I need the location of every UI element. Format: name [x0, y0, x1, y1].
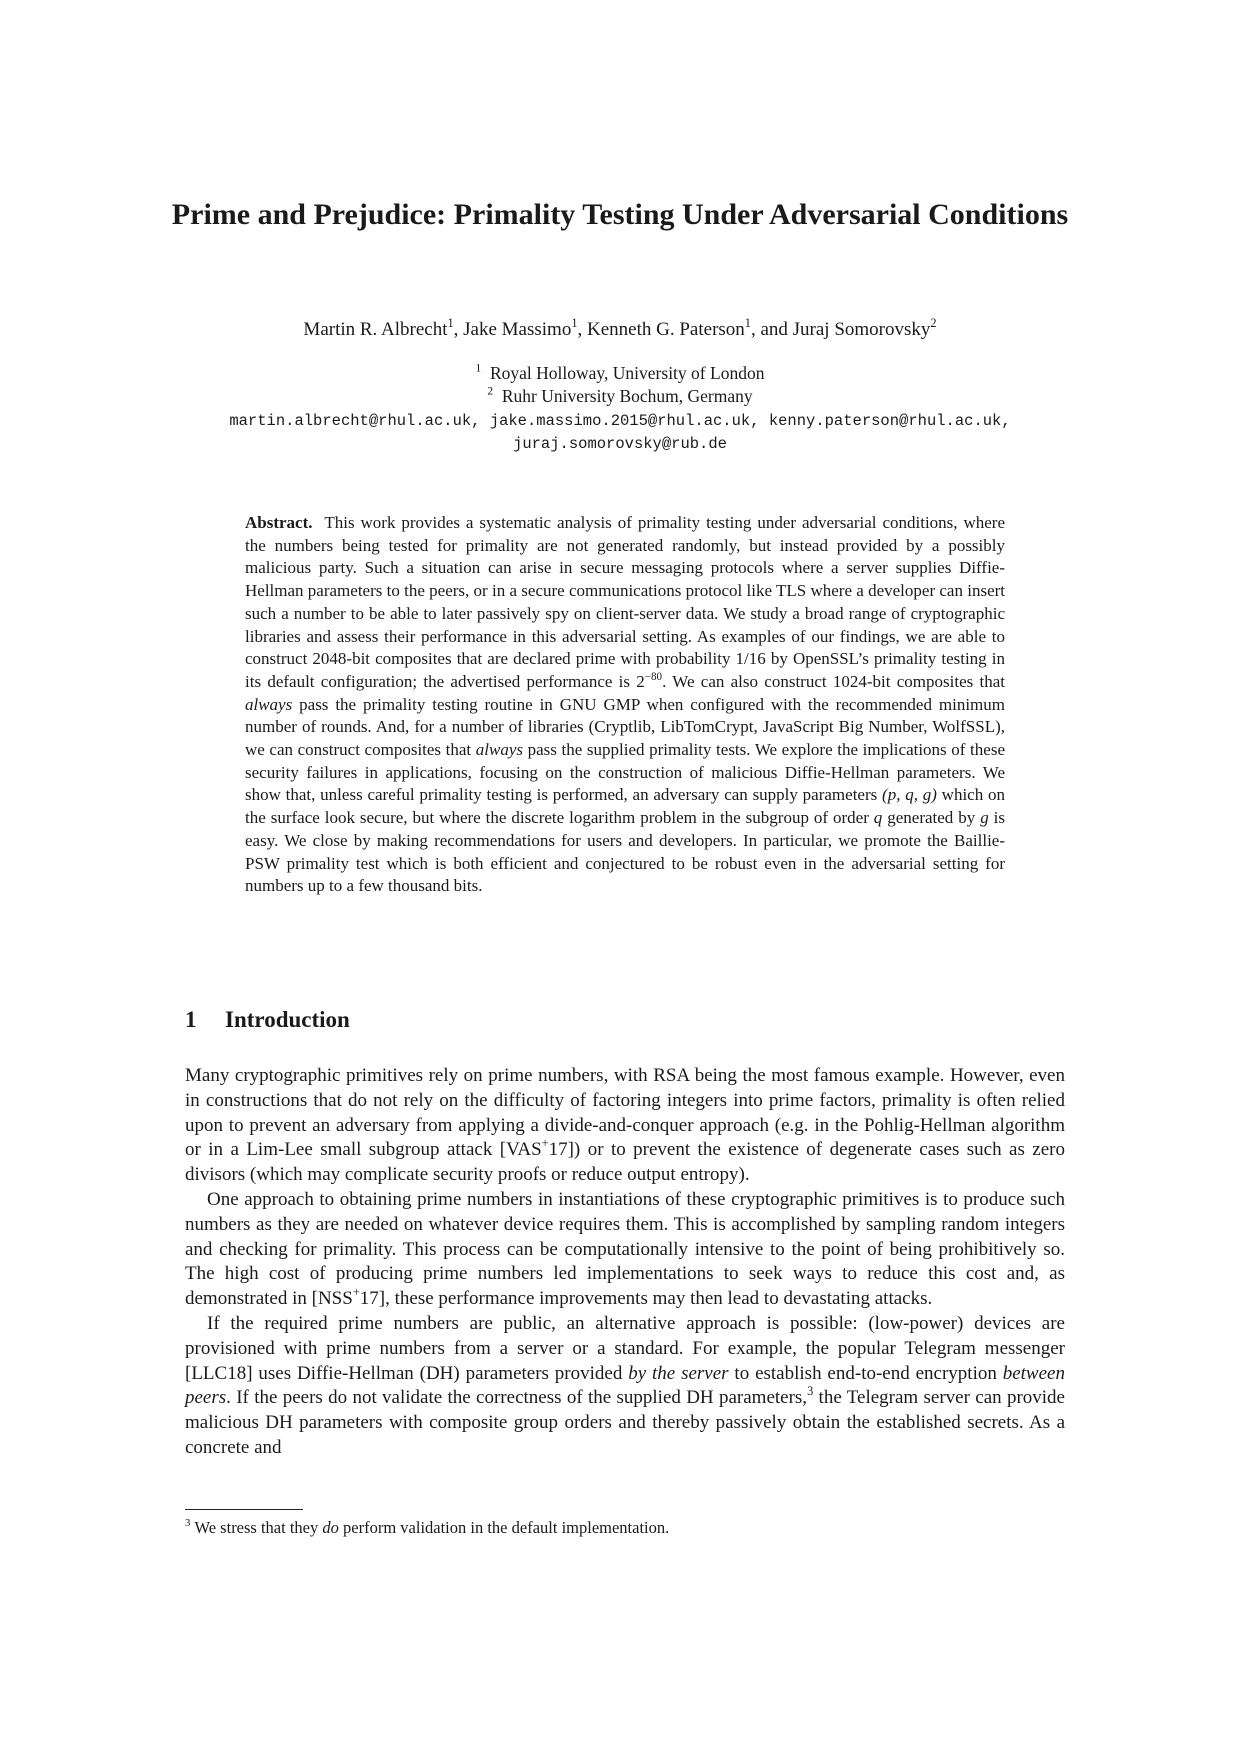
abstract-math: q: [873, 808, 883, 828]
section-title: Introduction: [225, 1007, 350, 1032]
abstract-emphasis: always: [245, 694, 293, 714]
footnote-rule: [185, 1509, 303, 1510]
author-affiliation-mark: 2: [930, 315, 937, 330]
abstract-label: Abstract.: [245, 513, 313, 532]
author-separator: ,: [577, 319, 588, 340]
body-paragraph: [185, 1064, 1065, 1188]
abstract-text: pass the primality testing routine in GNU GMP when configured with the recommended minimum number of rounds. And, for a number of libraries (Cryptlib, LibTomCrypt, JavaScript Big Number, WolfSSL), we can construct composites that: [245, 694, 1005, 760]
affiliation: [150, 385, 1090, 408]
body-text-run: Many cryptographic primitives rely on prime numbers, with RSA being the most famous example. However, even in constructions that do not rely on the difficulty of factoring integers into prime factors, primality is often relied upon to prevent an adversary from applying a divide-and-conquer approach (e.g. in the Pohlig-Hellman algorithm or in a Lim-Lee small subgroup attack [VAS: [185, 1065, 1065, 1161]
section-heading: [185, 1005, 350, 1035]
affiliation-text: Ruhr University Bochum, Germany: [501, 386, 753, 406]
abstract-math: (p, q, g): [882, 785, 937, 805]
citation-superscript: +: [352, 1285, 360, 1300]
footnote-text: perform validation in the default implementation.: [338, 1518, 670, 1537]
author-affiliation-mark: 1: [744, 315, 751, 330]
author-affiliation-mark: 1: [447, 315, 454, 330]
author-separator: ,: [453, 319, 464, 340]
author-name: Juraj Somorovsky: [792, 319, 931, 340]
affiliation-number: 1: [475, 362, 482, 375]
abstract-text: which on the surface look secure, but where the discrete logarithm problem in the subgroup of order: [245, 785, 1005, 828]
author-list: [150, 315, 1090, 342]
body-text-run: the Telegram server can provide malicious DH parameters with composite group orders and thereby passively obtain the established secrets. As a concrete and: [185, 1387, 1065, 1458]
abstract: [245, 512, 1005, 898]
body-text-run: If the required prime numbers are public, an alternative approach is possible: (low-power) devices are provisioned with prime numbers from a server or a standard. For example, the popular Telegram messenger [LLC18] uses Diffie-Hellman (DH) parameters provided: [185, 1312, 1065, 1384]
affiliation-text: Royal Holloway, University of London: [489, 363, 765, 383]
section-number: 1: [185, 1007, 197, 1032]
body-text-run: to establish end-to-end encryption: [728, 1362, 1003, 1384]
footnote-marker: 3: [807, 1384, 814, 1399]
author-name: Martin R. Albrecht: [303, 319, 448, 340]
abstract-text: is easy. We close by making recommendations for users and developers. In particular, we promote the Baillie-PSW primality test which is both efficient and conjectured to be robust even in the adversarial setting for numbers up to a few thousand bits.: [245, 808, 1005, 896]
email-line: martin.albrecht@rhul.ac.uk, jake.massimo.2015@rhul.ac.uk, kenny.paterson@rhul.ac.uk,: [229, 412, 1011, 430]
citation-superscript: +: [541, 1136, 549, 1151]
email-list: [150, 410, 1090, 456]
body-text-run: One approach to obtaining prime numbers in instantiations of these cryptographic primitives is to produce such numbers as they are needed on whatever device requires them. This is accomplished by sampling random integers and checking for primality. This process can be computationally intensive to the point of being prohibitively so. The high cost of producing prime numbers led implementations to seek ways to reduce this cost and, as demonstrated in [NSS: [185, 1188, 1065, 1310]
affiliation-list: [150, 362, 1090, 408]
body-text-run: . If the peers do not validate the correctness of the supplied DH parameters,: [226, 1387, 808, 1409]
footnote-number: 3: [185, 1517, 191, 1530]
body-text: [185, 1064, 1065, 1461]
body-paragraph: [185, 1312, 1065, 1461]
body-emphasis: between peers: [185, 1362, 1065, 1409]
author-name: Kenneth G. Paterson: [587, 319, 745, 340]
body-emphasis: by the server: [628, 1362, 729, 1384]
abstract-paragraph: [245, 512, 1005, 898]
affiliation-number: 2: [487, 385, 494, 398]
author-separator: , and: [750, 319, 793, 340]
abstract-text: . We can also construct 1024-bit composites that: [662, 671, 1005, 691]
abstract-text: pass the supplied primality tests. We explore the implications of these security failures in applications, focusing on the construction of malicious Diffie-Hellman parameters. We show that, unless careful primality testing is performed, an adversary can supply parameters: [245, 740, 1005, 805]
body-text-run: 17], these performance improvements may then lead to devastating attacks.: [359, 1288, 933, 1310]
body-paragraph: [185, 1188, 1065, 1312]
author-name: Jake Massimo: [463, 319, 572, 340]
abstract-math: g: [980, 808, 989, 828]
paper-title: Prime and Prejudice: Primality Testing Under Adversarial Conditions: [171, 198, 1069, 231]
affiliation: [150, 362, 1090, 385]
abstract-text: This work provides a systematic analysis of primality testing under adversarial conditions, where the numbers being tested for primality are not generated randomly, but instead provided by a possibly malicious party. Such a situation can arise in secure messaging protocols where a server supplies Diffie-Hellman parameters to the peers, or in a secure communications protocol like TLS where a developer can insert such a number to be able to later passively spy on client-server data. We study a broad range of cryptographic libraries and assess their performance in this adversarial setting. As examples of our findings, we are able to construct 2048-bit composites that are declared prime with probability 1/16 by OpenSSL’s primality testing in its default configuration; the advertised performance is 2: [245, 513, 1005, 691]
email-line: juraj.somorovsky@rub.de: [513, 435, 727, 453]
footnote-text: We stress that they: [194, 1518, 323, 1537]
footnote: [185, 1517, 1065, 1539]
footnote-emphasis: do: [322, 1518, 339, 1537]
abstract-emphasis: always: [475, 740, 524, 760]
abstract-text: generated by: [882, 808, 981, 828]
author-affiliation-mark: 1: [571, 315, 578, 330]
abstract-exponent: −80: [644, 670, 663, 683]
body-text-run: 17]) or to prevent the existence of degenerate cases such as zero divisors (which may complicate security proofs or reduce output entropy).: [185, 1139, 1065, 1186]
